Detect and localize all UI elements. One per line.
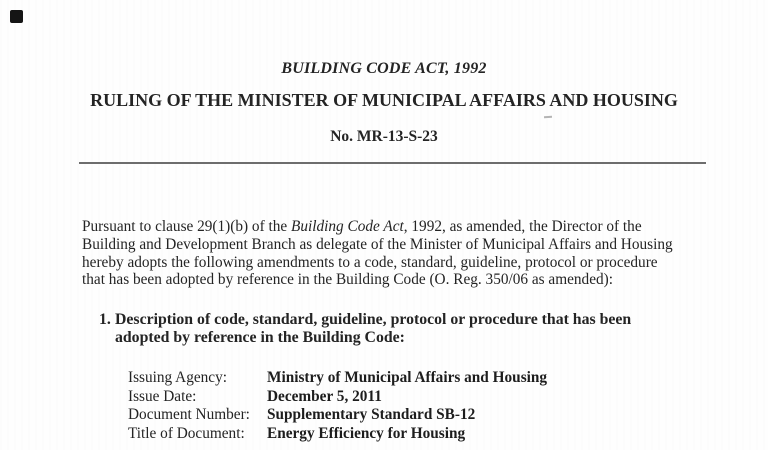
intro-line1-act-name: Building Code Act: [291, 218, 404, 235]
field-label-issuing-agency: Issuing Agency:: [128, 369, 227, 386]
intro-line1-post: , 1992, as amended, the Director of the: [403, 218, 642, 235]
section-1-heading-text-1: Description of code, standard, guideline, protocol or procedure that has been: [115, 311, 632, 328]
scan-artifact-corner-mark: [10, 10, 23, 23]
document-fields: [0, 369, 768, 443]
field-value-issuing-agency: Ministry of Municipal Affairs and Housing: [267, 369, 548, 386]
section-1-number: 1.: [99, 311, 111, 328]
field-label-title-of-document: Title of Document:: [128, 424, 245, 442]
intro-paragraph-line-1: [82, 218, 722, 236]
ruling-title: RULING OF THE MINISTER OF MUNICIPAL AFFAIRS AND HOUSING: [90, 90, 678, 110]
field-value-issue-date: December 5, 2011: [267, 387, 382, 405]
section-1-heading-line-2: adopted by reference in the Building Code:: [115, 328, 405, 346]
section-1-heading-line-1: [99, 311, 719, 329]
field-label-issue-date: Issue Date:: [128, 387, 197, 405]
field-value-title-of-document: Energy Efficiency for Housing: [267, 424, 466, 442]
scan-speck: [544, 116, 552, 119]
intro-line1-pre: Pursuant to clause 29(1)(b) of the: [82, 218, 292, 235]
divider-rule: [79, 162, 706, 164]
intro-paragraph-line-4: that has been adopted by reference in the Building Code (O. Reg. 350/06 as amended):: [82, 271, 613, 289]
section-1-heading: [99, 311, 719, 346]
field-row-document-number: [0, 406, 768, 425]
intro-paragraph: [82, 218, 722, 289]
field-label-document-number: Document Number:: [128, 406, 250, 424]
intro-paragraph-line-3: hereby adopts the following amendments to a code, standard, guideline, protocol or procedure: [82, 253, 658, 271]
field-row-issue-date: [0, 388, 768, 407]
intro-paragraph-line-2: Building and Development Branch as delegate of the Minister of Municipal Affairs and Housing: [82, 235, 673, 253]
field-row-issuing-agency: [0, 369, 768, 388]
field-value-document-number: Supplementary Standard SB-12: [267, 406, 476, 424]
ruling-number: No. MR-13-S-23: [330, 128, 438, 145]
field-row-title-of-document: [0, 425, 768, 444]
act-title: BUILDING CODE ACT, 1992: [281, 60, 487, 77]
